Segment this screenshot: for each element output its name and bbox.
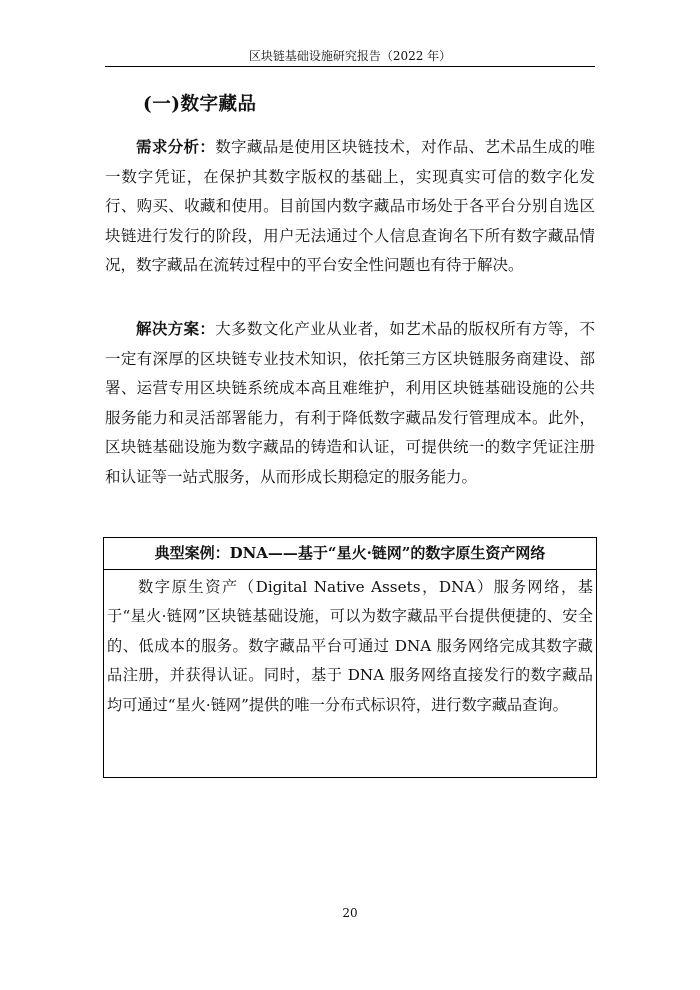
demand-analysis-text: 数字藏品是使用区块链技术，对作品、艺术品生成的唯一数字凭证，在保护其数字版权的基础上，实现真实可信的数字化发行、购买、收藏和使用。目前国内数字藏品市场处于各平台分别自选区块链进行发行的阶段，用户无法通过个人信息查询名下所有数字藏品情况，数字藏品在流转过程中的平台安全性问题也有待于解决。 [105, 138, 595, 275]
demand-analysis-paragraph [105, 132, 595, 281]
running-header: 区块链基础设施研究报告（2022 年） [248, 49, 452, 63]
page-number: 20 [342, 906, 358, 920]
case-study-body: 数字原生资产（Digital Native Assets，DNA）服务网络，基于“星火·链网”区块链基础设施，可以为数字藏品平台提供便捷的、安全的、低成本的服务。数字藏品平台可通过 DNA 服务网络完成其数字藏品注册，并获得认证。同时，基于 DNA 服务网络直接发行的数字藏品均可通过“星火·链网”提供的唯一分布式标识符，进行数字藏品查询。 [107, 578, 593, 714]
solution-paragraph [105, 314, 595, 493]
case-study-box [103, 537, 597, 778]
section-title: (一)数字藏品 [143, 94, 257, 115]
solution-label: 解决方案： [136, 319, 216, 338]
header-divider [105, 66, 595, 67]
solution-text: 大多数文化产业从业者，如艺术品的版权所有方等，不一定有深厚的区块链专业技术知识，依托第三方区块链服务商建设、部署、运营专用区块链系统成本高且难维护，利用区块链基础设施的公共服务能力和灵活部署能力，有利于降低数字藏品发行管理成本。此外，区块链基础设施为数字藏品的铸造和认证，可提供统一的数字凭证注册和认证等一站式服务，从而形成长期稳定的服务能力。 [105, 320, 595, 486]
case-study-title: 典型案例：DNA——基于“星火·链网”的数字原生资产网络 [104, 538, 596, 570]
demand-analysis-label: 需求分析： [136, 137, 216, 156]
